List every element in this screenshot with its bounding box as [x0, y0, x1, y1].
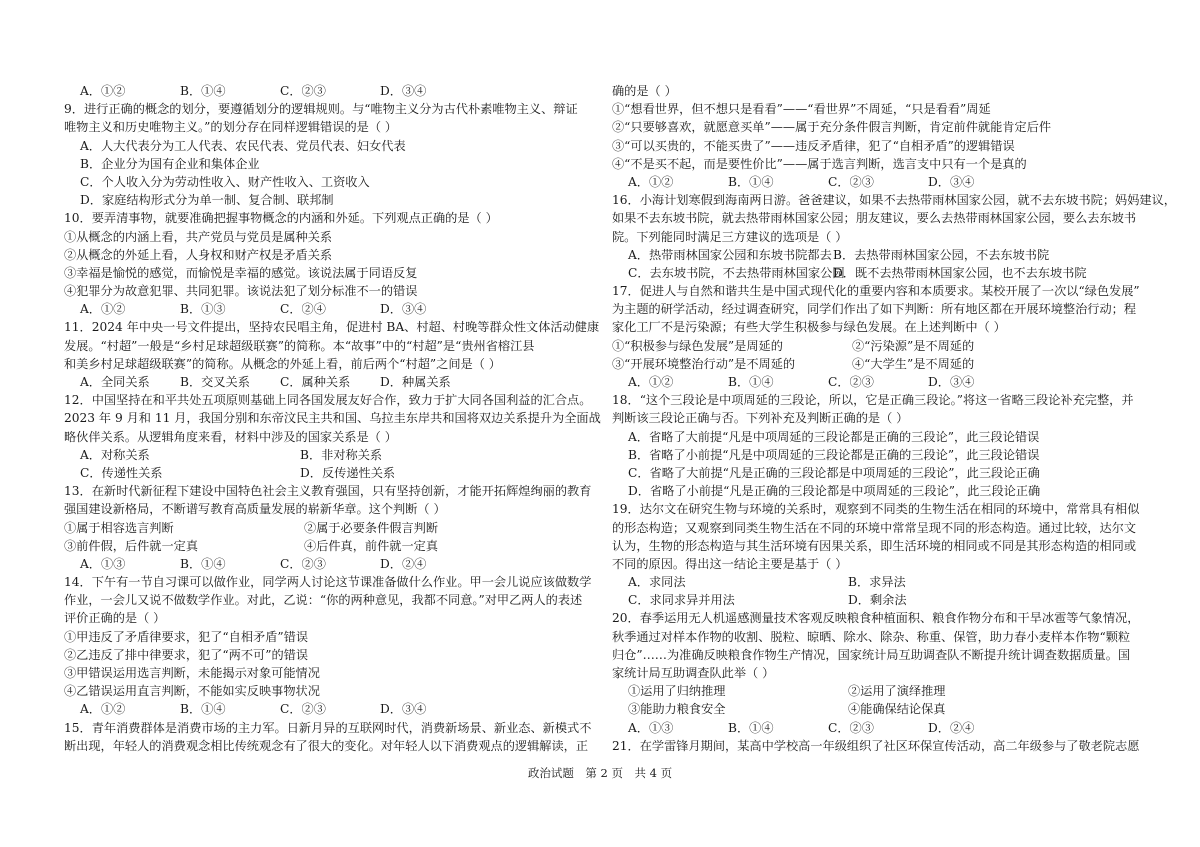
paired-option: B．去热带雨林国家公园，不去东坡书院 — [833, 247, 1050, 262]
paired-option: D．既不去热带雨林国家公园，也不去东坡书院 — [833, 265, 1087, 280]
option-line: B．省略了小前提“凡是中项周延的三段论都是正确的三段论”，此三段论错误 — [628, 447, 1040, 462]
answer-options — [64, 300, 592, 318]
option-pair — [612, 573, 1140, 591]
page-footer: 政治试题 第 2 页 共 4 页 — [527, 766, 673, 780]
answer-option: C．②④ — [280, 302, 326, 317]
text-line: 20．春季运用无人机遥感测量技术客观反映粮食种植面积、粮食作物分布和干旱冰雹等气象情况， — [612, 611, 1140, 626]
text-line: ④“不是买不起，而是要性价比”——属于选言判断，选言支中只有一个是真的 — [612, 156, 1027, 171]
option-line: B．企业分为国有企业和集体企业 — [80, 156, 260, 171]
answer-option: C．②③ — [828, 720, 874, 735]
option-pair — [612, 700, 1140, 718]
paired-option: ④后件真，前件就一定真 — [304, 538, 439, 553]
paired-option: A．对称关系 — [80, 447, 150, 462]
text-line: 评价正确的是（ ） — [64, 611, 166, 626]
paired-option: ①运用了归纳推理 — [628, 684, 726, 699]
paired-option: C．求同求异并用法 — [628, 593, 735, 608]
text-line: 作业，一会儿又说不做数学作业。对此，乙说：“你的两种意见，我都不同意。”对甲乙两人的表述 — [64, 593, 583, 608]
answer-option: D．③④ — [928, 375, 975, 389]
text-line: 归仓”……为准确反映粮食作物生产情况，国家统计局互助调查队不断提升统计调查数据质量。国 — [612, 647, 1131, 662]
text-line: 18．“这个三段论是中项周延的三段论，所以，它是正确三段论。”将这一省略三段论补充完整，并 — [612, 393, 1134, 408]
text-line: 强国建设新格局，不断谱写教育高质量发展的崭新华章。这个判断（ ） — [64, 502, 446, 517]
text-line: 认为，生物的形态构造与其生活环境有因果关系，即生活环境的相同或不同是其形态构造的相同或 — [612, 538, 1137, 553]
right-column — [612, 82, 1176, 755]
text-line: ③“可以买贵的，不能买贵了”——违反矛盾律，犯了“自相矛盾”的逻辑错误 — [612, 138, 1015, 153]
text-line: ①“想看世界，但不想只是看看”——“看世界”不周延，“只是看看”周延 — [612, 102, 991, 117]
option-line: C．省略了大前提“凡是正确的三段论都是中项周延的三段论”，此三段论正确 — [628, 465, 1040, 480]
paired-option: D．反传递性关系 — [300, 465, 396, 480]
answer-option: A．①② — [628, 174, 674, 189]
text-line: 11．2024 年中央一号文件提出，坚持农民唱主角，促进村 BA、村超、村晚等群众性文体活动健康 — [64, 320, 600, 335]
text-line: ②从概念的外延上看，人身权和财产权是矛盾关系 — [64, 247, 333, 262]
text-line: ①从概念的内涵上看，共产党员与党员是属种关系 — [64, 229, 333, 244]
answer-option: B．交叉关系 — [180, 375, 250, 389]
answer-option: C．属种关系 — [280, 375, 351, 389]
left-column — [64, 82, 601, 755]
option-pair — [612, 337, 1140, 355]
option-pair — [612, 264, 1140, 282]
answer-option: D．③④ — [928, 174, 975, 189]
text-line: ①甲违反了矛盾律要求，犯了“自相矛盾”错误 — [64, 629, 309, 644]
paired-option: ②“污染源”是不周延的 — [852, 338, 975, 353]
text-line: 2023 年 9 月和 11 月，我国分别和东帝汶民主共和国、乌拉圭东岸共和国将双边关系提升为全面战 — [64, 411, 601, 426]
paired-option: ③前件假，后件就一定真 — [64, 538, 199, 553]
text-line: ②“只要够喜欢，就愿意买单”——属于充分条件假言判断，肯定前件就能肯定后件 — [612, 120, 1052, 135]
answer-option: C．②③ — [280, 556, 326, 571]
text-line: 断出现，年轻人的消费观念相比传统观念有了很大的变化。对年轻人以下消费观点的逻辑解读，正 — [64, 738, 589, 753]
answer-option: A．①② — [80, 302, 126, 317]
option-pair — [64, 464, 592, 482]
text-line: 10．要弄清事物，就要准确把握事物概念的内涵和外延。下列观点正确的是（ ） — [64, 211, 498, 226]
text-line: 14．下午有一节自习课可以做作业，同学两人讨论这节课准备做什么作业。甲一会儿说应该做数学 — [64, 575, 592, 590]
answer-options — [64, 373, 592, 391]
paired-option: B．求异法 — [848, 575, 906, 590]
answer-option: B．①④ — [728, 174, 774, 189]
paired-option: ③“开展环境整治行动”是不周延的 — [612, 356, 796, 371]
answer-option: A．①② — [80, 84, 126, 98]
option-pair — [64, 446, 592, 464]
answer-option: D．②④ — [380, 556, 427, 571]
option-pair — [612, 591, 1140, 609]
option-pair — [64, 519, 592, 537]
answer-option: C．②③ — [828, 375, 874, 389]
text-line: ④乙错误运用直言判断，不能如实反映事物状况 — [64, 684, 320, 699]
paired-option: ②属于必要条件假言判断 — [304, 520, 439, 535]
answer-option: C．②③ — [828, 174, 874, 189]
answer-option: A．①③ — [80, 556, 126, 571]
paired-option: D．剩余法 — [848, 593, 907, 608]
paired-option: ②运用了演绎推理 — [848, 684, 946, 699]
text-line: 15．青年消费群体是消费市场的主力军。日新月异的互联网时代，消费新场景、新业态、新模式不 — [64, 720, 592, 735]
text-line: 12．中国坚持在和平共处五项原则基础上同各国发展友好合作，致力于扩大同各国利益的汇合点。 — [64, 393, 592, 408]
paired-option: ④能确保结论保真 — [848, 702, 946, 717]
paired-option: ④“大学生”是不周延的 — [852, 356, 975, 371]
text-line: ③甲错误运用选言判断，未能揭示对象可能情况 — [64, 666, 320, 680]
text-line: 秋季通过对样本作物的收割、脱粒、晾晒、除水、除杂、称重、保管，助力春小麦样本作物“颗粒 — [612, 629, 1131, 644]
text-line: 唯物主义和历史唯物主义。”的划分存在同样逻辑错误的是（ ） — [64, 120, 398, 135]
text-line: 院。下列能同时满足三方建议的选项是（ ） — [612, 229, 848, 244]
answer-option: A．①② — [628, 375, 674, 389]
paired-option: A．热带雨林国家公园和东坡书院都去 — [628, 247, 832, 262]
text-line: 确的是（ ） — [612, 84, 677, 98]
text-line: 判断该三段论正确与否。下列补充及判断正确的是（ ） — [612, 411, 909, 426]
option-line: A．人大代表分为工人代表、农民代表、党员代表、妇女代表 — [80, 138, 406, 153]
answer-option: A．①② — [80, 702, 126, 717]
option-line: D．省略了小前提“凡是正确的三段论都是中项周延的三段论”，此三段论正确 — [628, 484, 1041, 499]
option-pair — [612, 682, 1140, 700]
answer-options — [612, 173, 1140, 191]
text-line: ③幸福是愉悦的感觉，而愉悦是幸福的感觉。该说法属于同语反复 — [64, 265, 418, 280]
answer-option: D．②④ — [928, 720, 975, 735]
answer-option: B．①④ — [180, 702, 226, 717]
answer-option: C．②③ — [280, 84, 326, 98]
paired-option: B．非对称关系 — [300, 447, 383, 462]
paired-option: ③能助力粮食安全 — [628, 702, 726, 717]
text-line: 17．促进人与自然和谐共生是中国式现代化的重要内容和本质要求。某校开展了一次以“绿色发展” — [612, 284, 1140, 299]
answer-option: B．①③ — [180, 302, 226, 317]
answer-options — [64, 700, 592, 718]
text-line: ②乙违反了排中律要求，犯了“两不可”的错误 — [64, 647, 309, 662]
answer-option: B．①④ — [180, 556, 226, 571]
answer-option: A．全同关系 — [80, 375, 150, 389]
paired-option: C．传递性关系 — [80, 465, 163, 480]
answer-options — [64, 555, 592, 573]
answer-options — [64, 82, 592, 100]
answer-option: D．③④ — [380, 302, 427, 317]
option-pair — [612, 246, 1140, 264]
paired-option: C．去东坡书院，不去热带雨林国家公园 — [628, 265, 845, 280]
option-line: A．省略了大前提“凡是中项周延的三段论都是正确的三段论”，此三段论错误 — [628, 429, 1040, 444]
text-line: 如果不去东坡书院，就去热带雨林国家公园；朋友建议，要么去热带雨林国家公园，要么去东坡书 — [612, 211, 1137, 226]
text-line: 发展。“村超”一般是“乡村足球超级联赛”的简称。本“故事”中的“村超”是“贵州省榕江县 — [64, 338, 535, 353]
answer-option: D．③④ — [380, 702, 427, 717]
text-line: 的形态构造；又观察到同类生物生活在不同的环境中常常呈现不同的形态构造。通过比较，达尔文 — [612, 520, 1137, 535]
text-line: 21．在学雷锋月期间，某高中学校高一年级组织了社区环保宣传活动，高二年级参与了敬老院志愿 — [612, 738, 1140, 753]
text-line: 16．小海计划寒假到海南两日游。爸爸建议，如果不去热带雨林国家公园，就不去东坡书院；妈妈建议， — [612, 193, 1176, 208]
answer-option: A．①③ — [628, 720, 674, 735]
answer-option: D．③④ — [380, 84, 427, 98]
option-line: C．个人收入分为劳动性收入、财产性收入、工资收入 — [80, 174, 370, 189]
text-line: 13．在新时代新征程下建设中国特色社会主义教育强国，只有坚持创新，才能开拓辉煌绚丽的教育 — [64, 484, 592, 499]
text-line: 和美乡村足球超级联赛”的简称。从概念的外延上看，前后两个“村超”之间是（ ） — [64, 356, 501, 371]
answer-options — [612, 373, 1140, 391]
option-line: D．家庭结构形式分为单一制、复合制、联邦制 — [80, 193, 334, 208]
paired-option: ①“积极参与绿色发展”是周延的 — [612, 338, 783, 353]
text-line: ④犯罪分为故意犯罪、共同犯罪。该说法犯了划分标准不一的错误 — [64, 284, 418, 299]
answer-option: C．②③ — [280, 702, 326, 717]
answer-option: B．①④ — [180, 84, 226, 98]
text-line: 19．达尔文在研究生物与环境的关系时，观察到不同类的生物生活在相同的环境中，常常具有相似 — [612, 502, 1140, 517]
answer-option: B．①④ — [728, 375, 774, 389]
option-pair — [64, 537, 592, 555]
text-line: 为主题的研学活动，经过调查研究，同学们作出了如下判断：所有地区都在开展环境整治行动；程 — [612, 302, 1137, 317]
answer-options — [612, 719, 1140, 737]
text-line: 不同的原因。得出这一结论主要是基于（ ） — [612, 556, 848, 571]
paired-option: ①属于相容选言判断 — [64, 520, 174, 535]
text-line: 家化工厂不是污染源；有些大学生积极参与绿色发展。在上述判断中（ ） — [612, 320, 1006, 335]
text-line: 略伙伴关系。从逻辑角度来看，材料中涉及的国家关系是（ ） — [64, 429, 397, 444]
text-line: 家统计局互助调查队此举（ ） — [612, 666, 775, 680]
text-line: 9．进行正确的概念的划分，要遵循划分的逻辑规则。与“唯物主义分为古代朴素唯物主义、辩证 — [64, 102, 578, 117]
answer-option: B．①④ — [728, 720, 774, 735]
option-pair — [612, 355, 1140, 373]
paired-option: A．求同法 — [628, 575, 686, 590]
answer-option: D．种属关系 — [380, 375, 451, 389]
